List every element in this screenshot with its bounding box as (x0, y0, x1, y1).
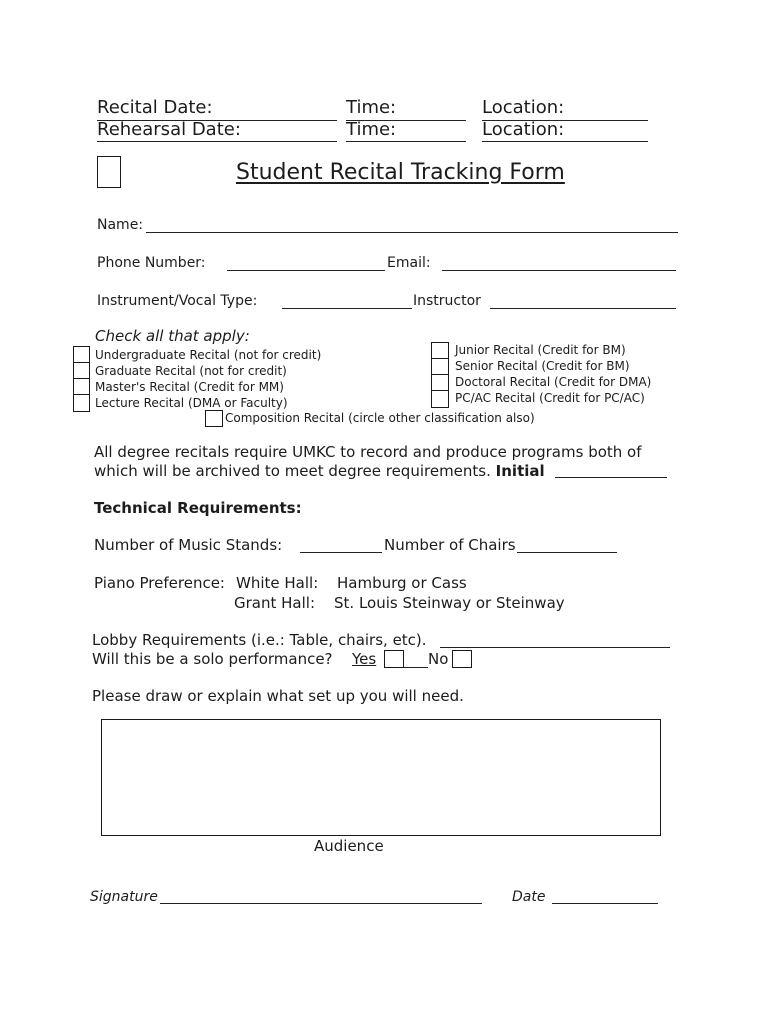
setup-prompt: Please draw or explain what set up you will need. (92, 687, 464, 705)
email-field[interactable] (442, 270, 676, 271)
name-field[interactable] (146, 232, 678, 233)
initial-field[interactable] (555, 477, 667, 478)
pcac-recital-label: PC/AC Recital (Credit for PC/AC) (455, 391, 645, 405)
time-line-2[interactable] (346, 141, 466, 142)
masters-recital-label: Master's Recital (Credit for MM) (95, 380, 284, 394)
yes-no-divider-line (404, 667, 428, 668)
grant-hall-label: Grant Hall: (234, 594, 315, 612)
audience-label: Audience (314, 837, 384, 855)
time-label-1: Time: (346, 97, 397, 118)
junior-recital-label: Junior Recital (Credit for BM) (455, 343, 626, 357)
phone-label: Phone Number: (97, 255, 206, 271)
email-label: Email: (387, 255, 431, 271)
phone-field[interactable] (227, 270, 385, 271)
no-label: No (428, 650, 449, 668)
yes-checkbox[interactable] (384, 650, 404, 668)
lobby-requirements-label: Lobby Requirements (i.e.: Table, chairs, etc). (92, 631, 427, 649)
no-checkbox[interactable] (452, 650, 472, 668)
composition-recital-checkbox[interactable] (205, 410, 223, 427)
date-field[interactable] (552, 903, 658, 904)
graduate-recital-label: Graduate Recital (not for credit) (95, 364, 287, 378)
location-label-1: Location: (482, 97, 565, 118)
instructor-label: Instructor (413, 293, 481, 309)
chairs-field[interactable] (517, 552, 617, 553)
recital-date-label: Recital Date: (97, 97, 213, 118)
music-stands-field[interactable] (300, 552, 382, 553)
time-label-2: Time: (346, 119, 397, 140)
degree-note-line2: which will be archived to meet degree requirements. (94, 462, 491, 480)
office-use-checkbox[interactable] (97, 156, 121, 188)
music-stands-label: Number of Music Stands: (94, 536, 283, 554)
location-label-2: Location: (482, 119, 565, 140)
rehearsal-date-line[interactable] (97, 141, 337, 142)
solo-performance-label: Will this be a solo performance? (92, 650, 333, 668)
rehearsal-date-label: Rehearsal Date: (97, 119, 241, 140)
white-hall-label: White Hall: (236, 574, 319, 592)
name-label: Name: (97, 217, 144, 233)
piano-preference-label: Piano Preference: (94, 574, 225, 592)
date-label: Date (512, 889, 546, 905)
instrument-field[interactable] (282, 308, 412, 309)
grant-hall-options: St. Louis Steinway or Steinway (334, 594, 565, 612)
page-title: Student Recital Tracking Form (236, 160, 565, 185)
lecture-recital-checkbox[interactable] (73, 394, 90, 412)
location-line-2[interactable] (482, 141, 648, 142)
signature-field[interactable] (160, 903, 482, 904)
instrument-label: Instrument/Vocal Type: (97, 293, 258, 309)
signature-label: Signature (90, 889, 158, 905)
chairs-label: Number of Chairs (384, 536, 516, 554)
check-all-heading: Check all that apply: (95, 327, 250, 345)
senior-recital-label: Senior Recital (Credit for BM) (455, 359, 630, 373)
instructor-field[interactable] (490, 308, 676, 309)
yes-label: Yes (352, 650, 377, 668)
pcac-recital-checkbox[interactable] (431, 390, 449, 408)
technical-heading: Technical Requirements: (94, 499, 302, 517)
composition-recital-label: Composition Recital (circle other classification also) (225, 411, 535, 425)
doctoral-recital-label: Doctoral Recital (Credit for DMA) (455, 375, 652, 389)
initial-label: Initial (495, 462, 545, 480)
setup-drawing-area[interactable] (101, 719, 661, 836)
undergraduate-recital-label: Undergraduate Recital (not for credit) (95, 348, 322, 362)
degree-note-line1: All degree recitals require UMKC to record and produce programs both of (94, 443, 642, 461)
lobby-requirements-field[interactable] (440, 647, 670, 648)
lecture-recital-label: Lecture Recital (DMA or Faculty) (95, 396, 288, 410)
white-hall-options: Hamburg or Cass (337, 574, 467, 592)
